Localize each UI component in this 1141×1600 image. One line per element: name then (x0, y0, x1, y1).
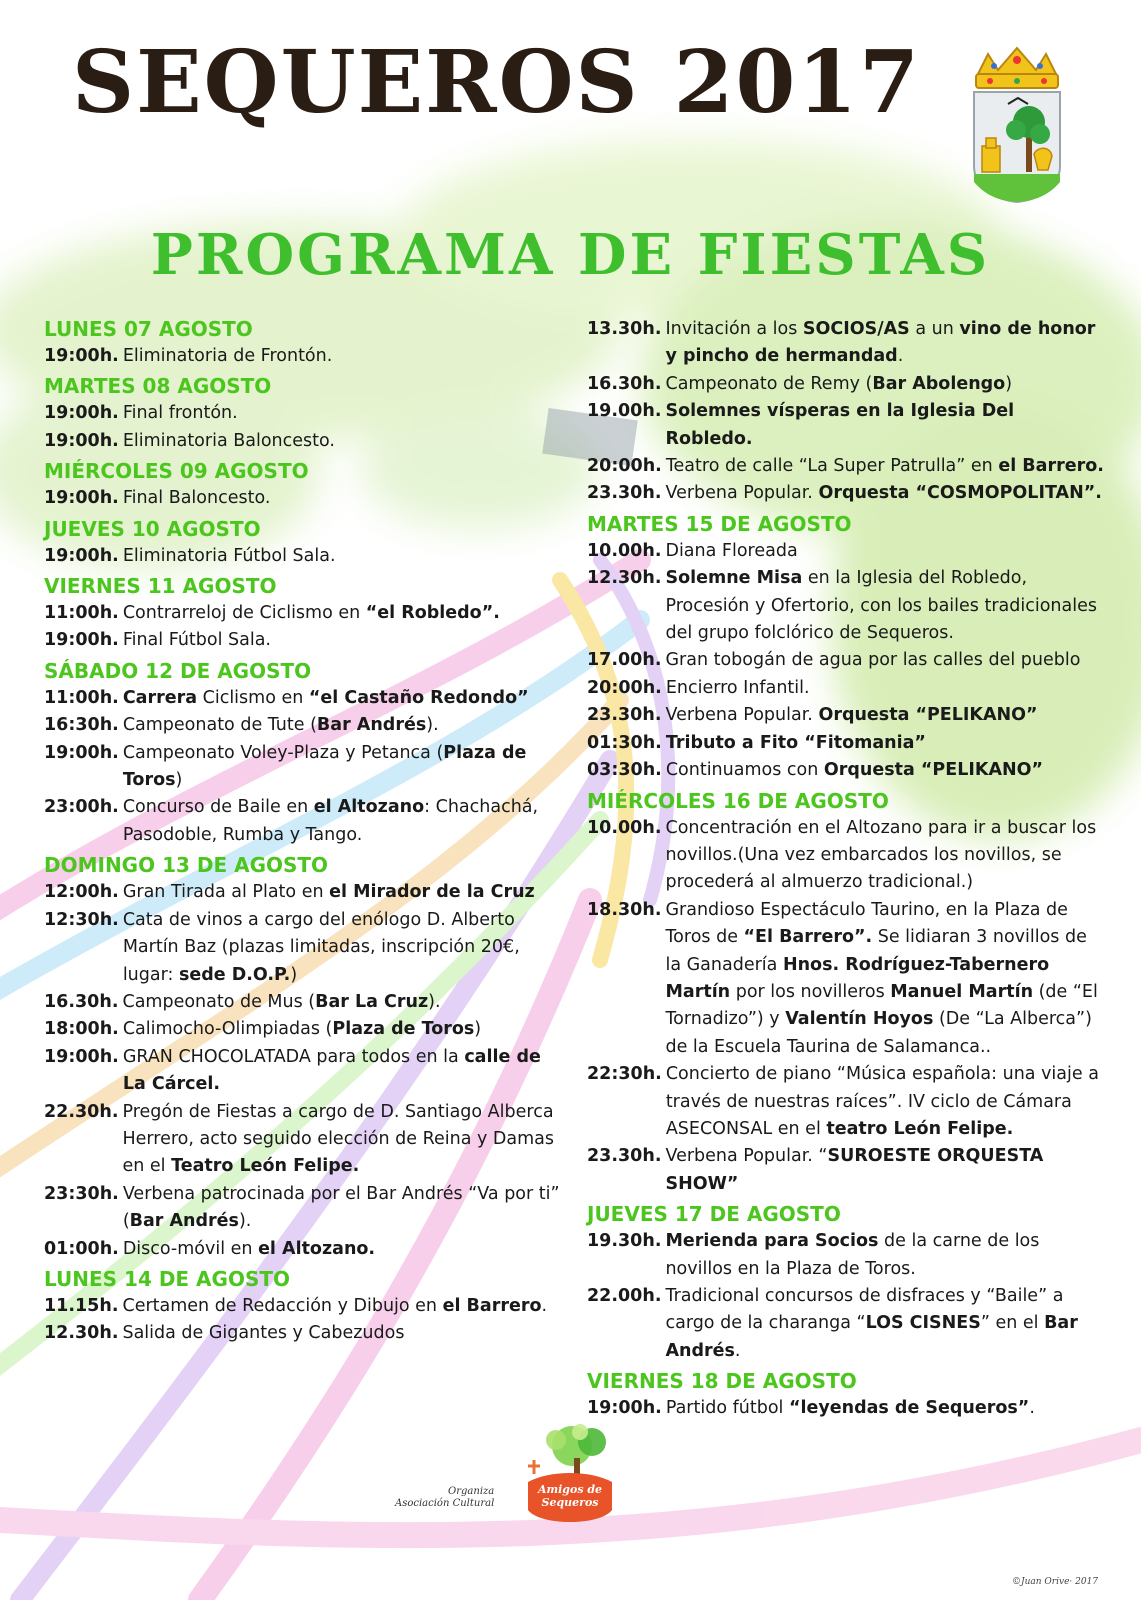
event-item (587, 815, 1107, 897)
event-item (587, 316, 1107, 371)
event-description: Calimocho-Olimpiadas (Plaza de Toros) (122, 1019, 482, 1040)
event-description: Solemnes vísperas en la Iglesia Del Robledo. (665, 401, 1015, 449)
event-time: 23.30h. (587, 1146, 662, 1167)
logo-text-line2: Sequeros (541, 1496, 599, 1509)
event-time: 16.30h. (587, 373, 662, 394)
event-description: Invitación a los SOCIOS/AS a un vino de honor y pincho de hermandad. (665, 319, 1096, 367)
event-description: Eliminatoria Fútbol Sala. (122, 545, 336, 566)
event-item (44, 627, 564, 654)
event-item (587, 1283, 1107, 1365)
event-description: Campeonato de Tute (Bar Andrés). (122, 715, 439, 736)
logo-text-line1: Amigos de (537, 1483, 603, 1496)
day-heading: VIERNES 11 AGOSTO (44, 574, 277, 599)
event-time: 12.30h. (587, 568, 662, 589)
event-time: 23.30h. (587, 705, 662, 726)
event-description: Contrarreloj de Ciclismo en “el Robledo”. (122, 603, 500, 624)
event-description: Merienda para Socios de la carne de los novillos en la Plaza de Toros. (665, 1231, 1040, 1279)
event-description: Teatro de calle “La Super Patrulla” en el Barrero. (665, 456, 1104, 477)
event-item (44, 400, 564, 427)
event-description: Tributo a Fito “Fitomania” (665, 732, 926, 753)
event-description: Eliminatoria de Frontón. (122, 346, 333, 366)
event-time: 22.00h. (587, 1286, 662, 1306)
day-heading: LUNES 07 AGOSTO (44, 317, 253, 341)
event-time: 19:00h. (44, 1046, 119, 1067)
event-item (44, 907, 564, 989)
event-description: Eliminatoria Baloncesto. (122, 430, 335, 451)
event-description: Concierto de piano “Música española: una viaje a través de nuestras raíces”. IV ciclo de Cámara ASECONSAL en el teatro León Felipe. (665, 1064, 1099, 1139)
program-heading: PROGRAMA DE FIESTAS (150, 222, 991, 288)
event-description: Diana Floreada (665, 540, 798, 561)
event-item (44, 343, 564, 370)
day-heading: MIÉRCOLES 16 DE AGOSTO (587, 788, 889, 813)
event-time: 12:30h. (44, 909, 119, 930)
day-heading: MARTES 08 AGOSTO (44, 374, 272, 399)
title-word: SEQUEROS (72, 32, 640, 133)
event-item (44, 1016, 564, 1043)
event-item (44, 1181, 564, 1236)
event-time: 11:00h. (44, 687, 119, 708)
association-text: Asociación Cultural (395, 1498, 495, 1509)
event-description: Verbena patrocinada por el Bar Andrés “Va por ti” (Bar Andrés). (122, 1183, 560, 1232)
event-item (587, 897, 1107, 1061)
event-time: 18.30h. (587, 899, 662, 920)
event-item (587, 480, 1107, 507)
event-time: 18:00h. (44, 1019, 119, 1040)
event-description: Cata de vinos a cargo del enólogo D. Alberto Martín Baz (plazas limitadas, inscripción 20€, lugar: sede D.O.P.) (122, 909, 520, 985)
event-item (44, 428, 564, 455)
event-description: Solemne Misa en la Iglesia del Robledo, Procesión y Ofertorio, con los bailes tradicionales del grupo folclórico de Sequeros. (665, 568, 1097, 644)
event-time: 19.00h. (587, 401, 662, 422)
event-description: Pregón de Fiestas a cargo de D. Santiago Alberca Herrero, acto seguido elección de Reina y Damas en el Teatro León Felipe. (122, 1101, 554, 1177)
event-time: 20:00h. (587, 456, 662, 477)
event-time: 01:30h. (587, 732, 662, 753)
event-time: 11:00h. (44, 603, 119, 624)
event-time: 19:00h. (44, 742, 119, 763)
day-heading: DOMINGO 13 DE AGOSTO (44, 853, 329, 878)
event-description: Concentración en el Altozano para ir a buscar los novillos.(Una vez embarcados los novillos, se procederá al almuerzo tradicional.) (665, 817, 1097, 893)
event-item (44, 685, 564, 712)
day-heading: JUEVES 10 AGOSTO (44, 516, 261, 541)
schedule-right-column (587, 316, 1107, 1423)
event-description: Disco-móvil en el Altozano. (122, 1238, 376, 1259)
event-description: Gran Tirada al Plato en el Mirador de la Cruz (122, 882, 535, 903)
event-item (44, 1293, 564, 1320)
title-year: 2017 (673, 32, 921, 133)
event-time: 10.00h. (587, 817, 662, 838)
event-description: Campeonato de Mus (Bar La Cruz). (122, 991, 441, 1012)
event-item (44, 543, 564, 570)
day-heading: LUNES 14 DE AGOSTO (44, 1266, 291, 1291)
event-item (587, 1228, 1107, 1283)
event-time: 17.00h. (587, 650, 662, 671)
event-item (44, 485, 564, 512)
event-time: 01:00h. (44, 1238, 119, 1259)
event-item (587, 1395, 1107, 1422)
organizer-label (395, 1486, 494, 1510)
day-heading: MIÉRCOLES 09 AGOSTO (44, 459, 309, 484)
event-item (44, 794, 564, 849)
artist-signature: ©Juan Orive· 2017 (1012, 1577, 1099, 1587)
schedule-left-column (44, 316, 564, 1348)
event-item (587, 757, 1107, 784)
amigos-de-sequeros-logo (520, 1420, 620, 1532)
event-time: 19:00h. (44, 403, 119, 424)
event-item (587, 647, 1107, 674)
event-time: 19:00h. (44, 545, 119, 566)
event-item (44, 1320, 564, 1347)
event-description: Verbena Popular. “SUROESTE ORQUESTA SHOW” (665, 1146, 1044, 1194)
event-item (44, 600, 564, 627)
event-item (44, 879, 564, 906)
event-time: 11.15h. (44, 1295, 119, 1316)
event-item (44, 1044, 564, 1099)
event-time: 23.30h. (587, 483, 662, 504)
day-heading: VIERNES 18 DE AGOSTO (587, 1369, 857, 1394)
event-time: 03:30h. (587, 760, 662, 781)
event-item (44, 1236, 564, 1263)
day-heading: MARTES 15 DE AGOSTO (587, 511, 852, 536)
day-heading: SÁBADO 12 DE AGOSTO (44, 658, 312, 683)
event-item (44, 1099, 564, 1181)
event-time: 10.00h. (587, 540, 662, 561)
event-description: Partido fútbol “leyendas de Sequeros”. (665, 1398, 1035, 1419)
event-time: 19:00h. (44, 630, 119, 651)
event-item (587, 565, 1107, 647)
event-time: 23:30h. (44, 1183, 119, 1204)
event-time: 19:00h. (44, 430, 119, 451)
event-time: 22.30h. (44, 1101, 119, 1122)
event-description: Final Fútbol Sala. (122, 630, 271, 651)
event-time: 13.30h. (587, 319, 662, 339)
event-time: 19:00h. (44, 488, 119, 509)
event-time: 12:00h. (44, 882, 119, 903)
logo-text (520, 1483, 620, 1509)
event-item (587, 398, 1107, 453)
coat-of-arms-icon (968, 46, 1066, 204)
event-time: 12.30h. (44, 1323, 119, 1344)
event-item (44, 740, 564, 795)
event-item (587, 538, 1107, 565)
event-time: 19:00h. (587, 1398, 662, 1419)
event-description: Salida de Gigantes y Cabezudos (122, 1323, 405, 1344)
event-description: Concurso de Baile en el Altozano: Chachachá, Pasodoble, Rumba y Tango. (122, 797, 539, 845)
event-item (587, 1143, 1107, 1198)
event-time: 16.30h. (44, 991, 119, 1012)
event-description: Verbena Popular. Orquesta “COSMOPOLITAN”. (665, 483, 1102, 504)
event-description: Campeonato Voley-Plaza y Petanca (Plaza de Toros) (122, 742, 527, 791)
event-item (44, 989, 564, 1016)
event-item (587, 702, 1107, 729)
event-time: 19.30h. (587, 1231, 662, 1252)
event-item (587, 730, 1107, 757)
event-description: Campeonato de Remy (Bar Abolengo) (665, 373, 1013, 394)
event-item (44, 712, 564, 739)
event-item (587, 453, 1107, 480)
event-description: Carrera Ciclismo en “el Castaño Redondo” (122, 687, 529, 708)
event-description: Verbena Popular. Orquesta “PELIKANO” (665, 705, 1038, 726)
event-description: Gran tobogán de agua por las calles del pueblo (665, 650, 1081, 671)
event-description: Grandioso Espectáculo Taurino, en la Plaza de Toros de “El Barrero”. Se lidiaran 3 novillos de la Ganadería Hnos. Rodríguez-Tabernero Martín por los novilleros Manuel Martín (de “El Tornadizo”) y Valentín Hoyos (De “La Alberca”) de la Escuela Taurina de Salamanca.. (665, 899, 1098, 1057)
event-description: GRAN CHOCOLATADA para todos en la calle de La Cárcel. (122, 1046, 541, 1095)
event-description: Final frontón. (122, 403, 238, 424)
event-item (587, 1061, 1107, 1143)
organiza-text: Organiza (448, 1486, 495, 1497)
event-item (587, 675, 1107, 702)
day-heading: JUEVES 17 DE AGOSTO (587, 1202, 841, 1227)
event-time: 16:30h. (44, 715, 119, 736)
event-item (587, 371, 1107, 398)
event-description: Certamen de Redacción y Dibujo en el Barrero. (122, 1295, 548, 1316)
event-time: 23:00h. (44, 797, 119, 818)
event-time: 19:00h. (44, 346, 119, 366)
page-title (72, 32, 955, 133)
event-description: Tradicional concursos de disfraces y “Baile” a cargo de la charanga “LOS CISNES” en el Bar Andrés. (665, 1286, 1078, 1361)
event-description: Continuamos con Orquesta “PELIKANO” (665, 760, 1044, 781)
event-description: Encierro Infantil. (665, 677, 810, 698)
event-description: Final Baloncesto. (122, 488, 271, 509)
event-time: 22:30h. (587, 1064, 662, 1085)
event-time: 20:00h. (587, 677, 662, 698)
